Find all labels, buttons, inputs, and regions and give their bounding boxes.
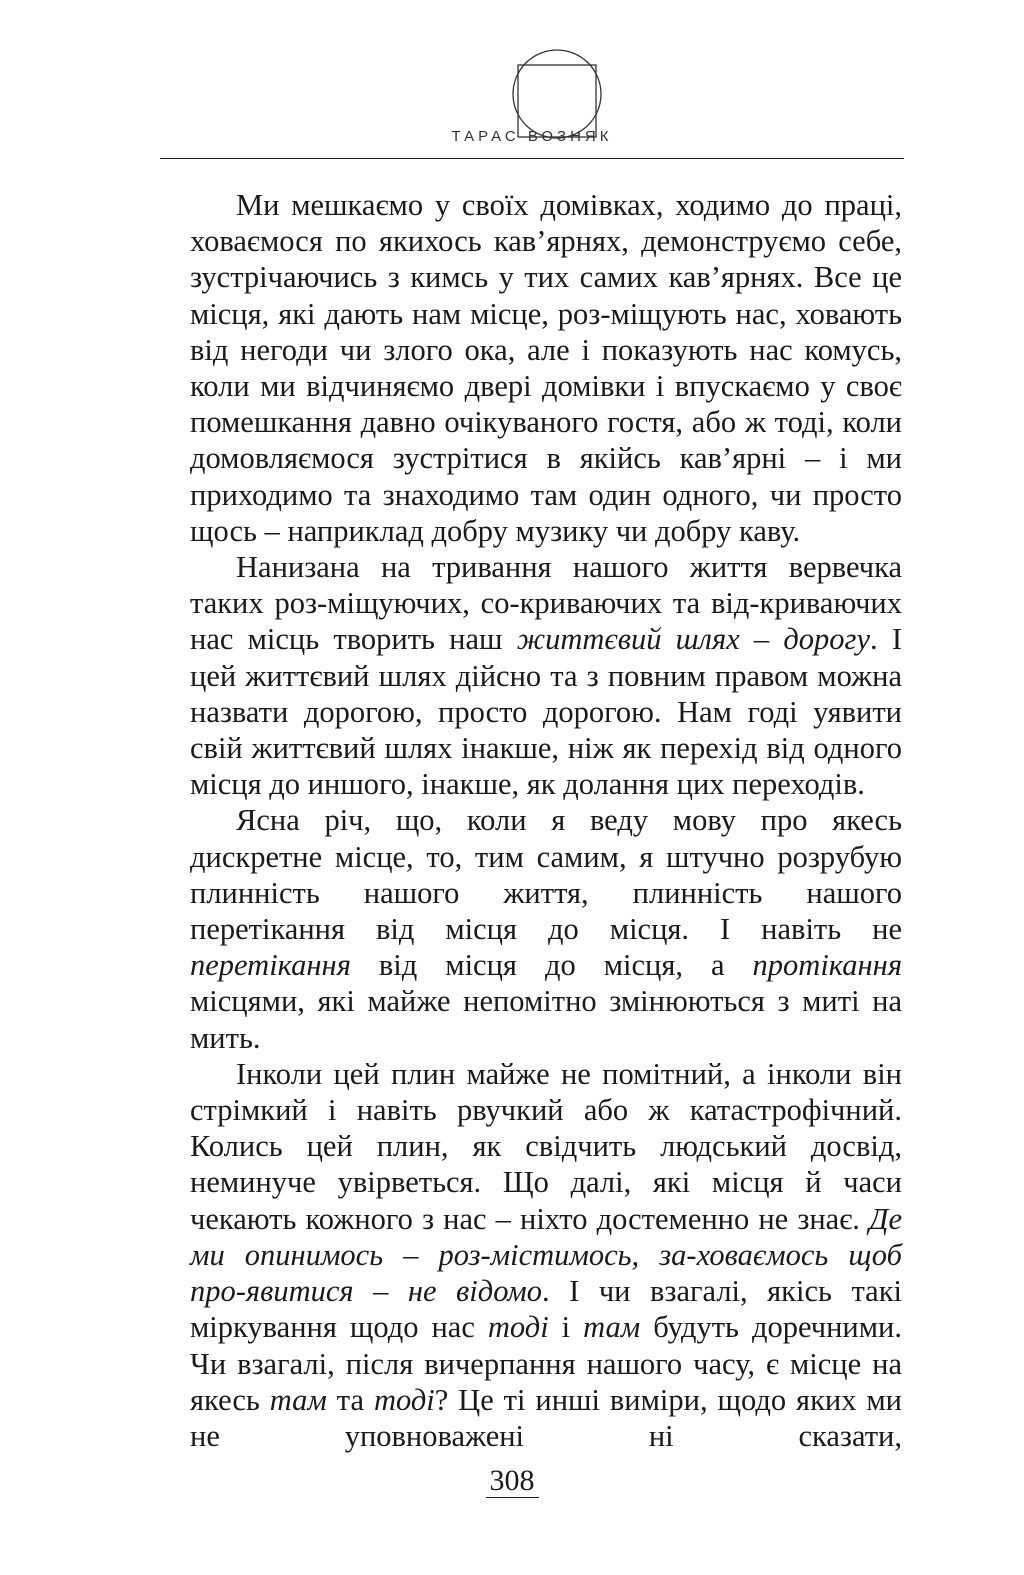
text-run: Нанизана на тривання нашого життя вервечка таких роз-міщуючих, со-криваючих та від-криваючих нас місць творить наш xyxy=(190,550,902,657)
text-run: будуть доречними. Чи взагалі, після вичерпання нашого часу, є місце на якесь xyxy=(190,1310,902,1417)
italic-text-run: перетікання xyxy=(190,948,351,983)
text-run: і xyxy=(548,1310,584,1345)
italic-text-run: тоді xyxy=(487,1310,549,1345)
text-run: Інколи цей плин майже не помітний, а інколи він стрімкий і навіть рвучкий або ж катастрофічний. Колись цей плин, як свідчить людський досвід, неминуче увірветься. Що далі, які місця й часи чекають кожного з нас – ніхто достеменно не знає. xyxy=(190,1056,902,1236)
text-run: . І цей життєвий шлях дійсно та з повним правом можна назвати дорогою, просто дорогою. Нам годі уявити свій життєвий шлях інакше, ніж як перехід від одного місця до иншого, інакше, як долання цих переходів. xyxy=(190,622,902,802)
italic-text-run: там xyxy=(269,1382,327,1417)
text-run: Ми мешкаємо у своїх домівках, ходимо до праці, ховаємося по якихось кав’ярнях, демонструємо себе, зустрічаючись з кимсь у тих самих кав’ярнях. Все це місця, які дають нам місце, роз-міщують нас, ховають від негоди чи злого ока, але і показують нас комусь, коли ми відчиняємо двері домівки і впускаємо у своє помешкання давно очікуваного гостя, або ж тоді, коли домовляємося зустрітися в якійсь кав’ярні – і ми приходимо та знаходимо там один одного, чи просто щось – наприклад добру музику чи добру каву. xyxy=(190,188,902,548)
body-text xyxy=(190,187,902,1454)
paragraph xyxy=(190,549,902,802)
paragraph xyxy=(190,1056,902,1454)
italic-text-run: життєвий шлях – дорогу xyxy=(516,622,870,657)
text-run: . І чи взагалі, якісь такі міркування щодо нас xyxy=(190,1274,902,1345)
italic-text-run: Де ми опинимось – роз-містимось, за-ховаємось щоб про-явитися – не відомо xyxy=(190,1201,902,1309)
text-run: від місця до місця, а xyxy=(350,948,753,983)
page-number: 308 xyxy=(486,1464,539,1498)
text-run: та xyxy=(326,1382,374,1417)
paragraph xyxy=(190,187,902,549)
italic-text-run: тоді xyxy=(373,1382,435,1417)
italic-text-run: там xyxy=(583,1310,641,1345)
text-run: ? Це ті инші виміри, щодо яких ми не уповноважені ні сказати, xyxy=(190,1382,902,1453)
text-run: місцями, які майже непомітно змінюються з миті на мить. xyxy=(190,984,902,1055)
header-rule xyxy=(160,158,904,159)
circle-square-emblem xyxy=(511,48,603,140)
running-header: ТАРАС ВОЗНЯК xyxy=(451,128,613,145)
paragraph xyxy=(190,802,902,1055)
text-run: Ясна річ, що, коли я веду мову про якесь дискретне місце, то, тим самим, я штучно розрубую плинність нашого життя, плинність нашого перетікання від місця до місця. І навіть не xyxy=(190,803,902,947)
italic-text-run: протікання xyxy=(752,948,902,983)
page-number-container xyxy=(0,1464,1024,1498)
